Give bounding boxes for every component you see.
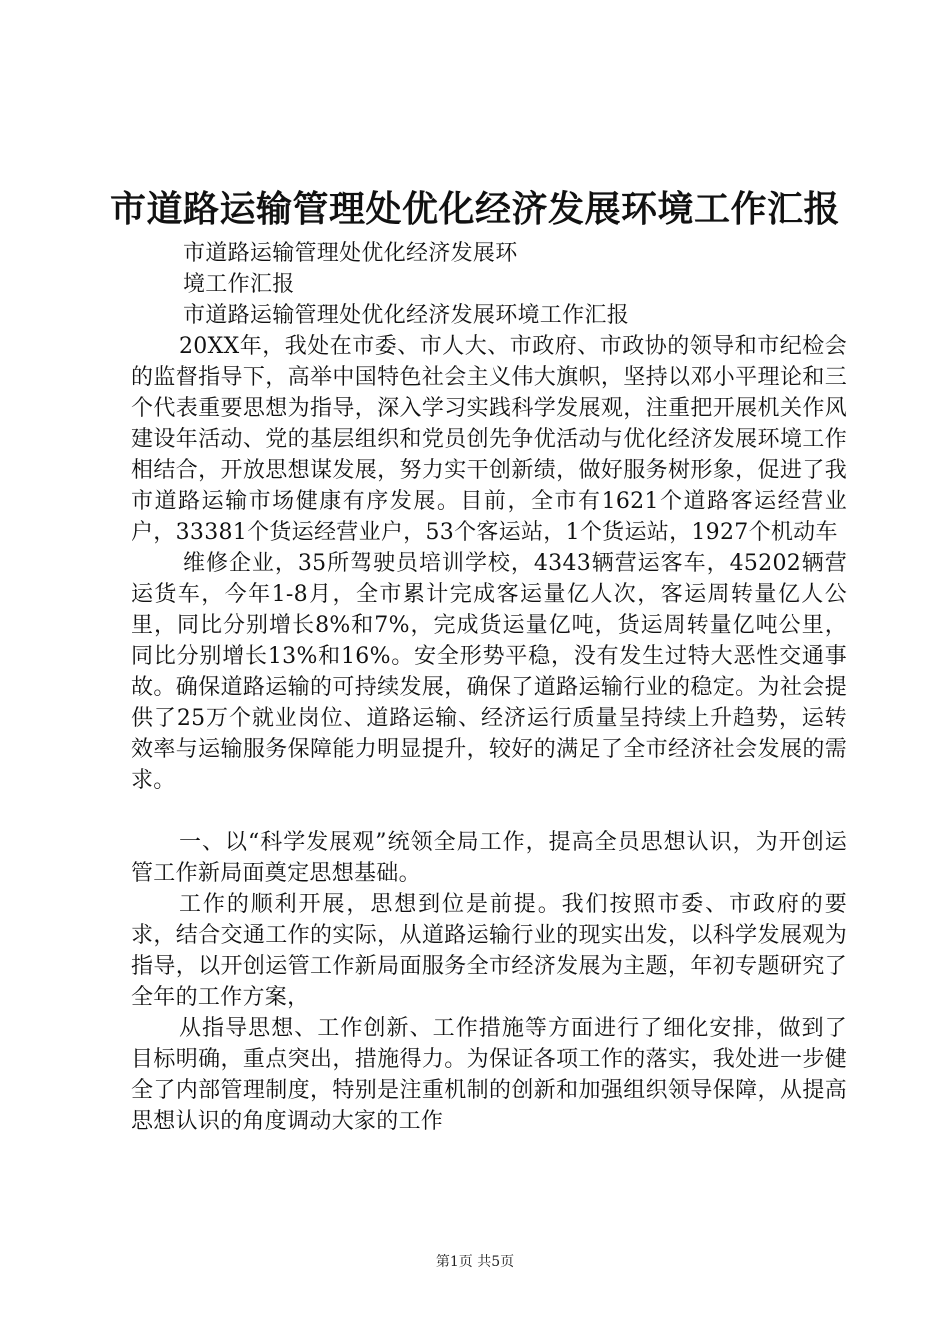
- subtitle-line-2: 境工作汇报: [183, 272, 295, 297]
- subtitle-full: 市道路运输管理处优化经济发展环境工作汇报: [183, 303, 630, 328]
- paragraph-measures: 从指导思想、工作创新、工作措施等方面进行了细化安排，做到了目标明确，重点突出，措施得力。为保证各项工作的落实，我处进一步健全了内部管理制度，特别是注重机制的创新和加强组织领导保障，从提高思想认识的角度调动大家的工作: [131, 1016, 847, 1134]
- paragraph-thinking: 工作的顺利开展，思想到位是前提。我们按照市委、市政府的要求，结合交通工作的实际，从道路运输行业的现实出发，以科学发展观为指导，以开创运管工作新局面服务全市经济发展为主题，年初专题研究了全年的工作方案，: [131, 892, 847, 1010]
- document-title: 市道路运输管理处优化经济发展环境工作汇报: [109, 189, 840, 230]
- paragraph-statistics: 维修企业，35所驾驶员培训学校，4343辆营运客车，45202辆营运货车，今年1-8月，全市累计完成客运量亿人次，客运周转量亿人公里，同比分别增长8%和7%，完成货运量亿吨，货运周转量亿吨公里，同比分别增长13%和16%。安全形势平稳，没有发生过特大恶性交通事故。确保道路运输的可持续发展，确保了道路运输行业的稳定。为社会提供了25万个就业岗位、道路运输、经济运行质量呈持续上升趋势，运转效率与运输服务保障能力明显提升，较好的满足了全市经济社会发展的需求。: [131, 551, 847, 793]
- document-body: [131, 238, 847, 1137]
- subtitle-line-1: 市道路运输管理处优化经济发展环: [183, 241, 518, 266]
- paragraph-intro: 20XX年，我处在市委、市人大、市政府、市政协的领导和市纪检会的监督指导下，高举中国特色社会主义伟大旗帜，坚持以邓小平理论和三个代表重要思想为指导，深入学习实践科学发展观，注重把开展机关作风建设年活动、党的基层组织和党员创先争优活动与优化经济发展环境工作相结合，开放思想谋发展，努力实干创新绩，做好服务树形象，促进了我市道路运输市场健康有序发展。目前，全市有1621个道路客运经营业户，33381个货运经营业户，53个客运站，1个货运站，1927个机动车: [131, 334, 847, 545]
- page-number-footer: 第1页 共5页: [435, 1254, 515, 1270]
- section-heading-1: 一、以“科学发展观”统领全局工作，提高全员思想认识，为开创运管工作新局面奠定思想基础。: [131, 830, 847, 886]
